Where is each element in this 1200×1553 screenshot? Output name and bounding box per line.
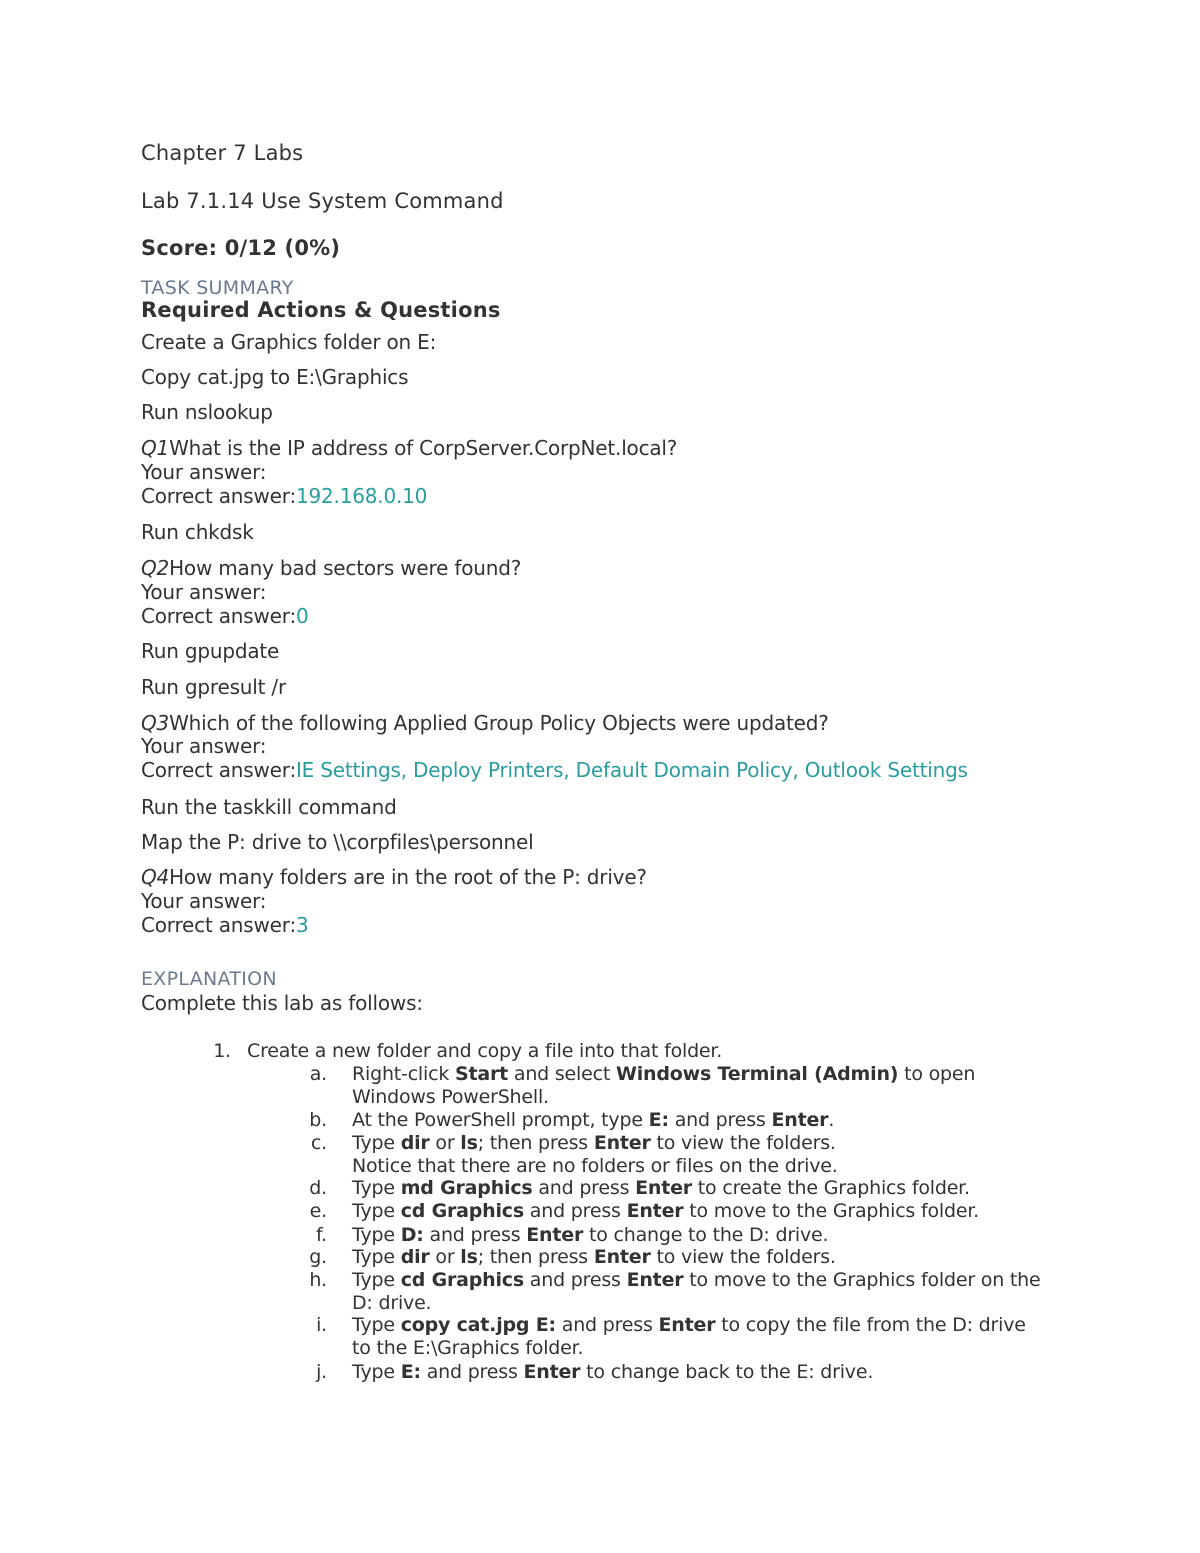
correct-answer-value: 3 <box>295 913 309 937</box>
required-actions-heading: Required Actions & Questions <box>141 298 501 322</box>
substep-letter: i. <box>316 1314 327 1336</box>
substep-text <box>352 1224 1042 1247</box>
substep-letter: f. <box>316 1224 327 1246</box>
lab-title: Lab 7.1.14 Use System Command <box>141 189 504 213</box>
substep-fragment: and press <box>668 1109 772 1131</box>
question-text: How many bad sectors were found? <box>169 556 522 580</box>
bold-term: cd Graphics <box>400 1269 524 1291</box>
substep-text <box>352 1132 1042 1178</box>
substep-letter: h. <box>309 1269 327 1291</box>
question-text: Which of the following Applied Group Policy Objects were updated? <box>169 711 829 735</box>
correct-answer-line <box>141 913 309 937</box>
substep-fragment: to open Windows PowerShell. <box>352 1063 976 1108</box>
correct-answer-label: Correct answer: <box>141 604 296 628</box>
substep-fragment: to change to the D: drive. <box>583 1224 829 1246</box>
substep-text <box>352 1246 1042 1269</box>
action-item: Copy cat.jpg to E:\Graphics <box>141 365 409 389</box>
step-number: 1. <box>213 1040 231 1062</box>
bold-term: Enter <box>658 1314 716 1336</box>
substep-fragment: to view the folders. <box>650 1246 836 1268</box>
substep-text <box>352 1269 1042 1315</box>
action-item: Run gpupdate <box>141 639 280 663</box>
correct-answer-value: 0 <box>295 604 309 628</box>
correct-answer-line <box>141 604 309 628</box>
substep-fragment: Type <box>352 1361 401 1383</box>
substep-text <box>352 1063 1042 1109</box>
bold-term: E: <box>648 1109 669 1131</box>
substep-fragment: to view the folders. <box>650 1132 836 1154</box>
question-id: Q1 <box>141 436 170 460</box>
substep-fragment: Type <box>352 1132 401 1154</box>
substep-fragment: and press <box>420 1361 524 1383</box>
substep-fragment: to move to the Graphics folder. <box>683 1200 980 1222</box>
correct-answer-value: IE Settings, Deploy Printers, Default Domain Policy, Outlook Settings <box>295 758 968 782</box>
question-id: Q2 <box>141 556 170 580</box>
question-line <box>141 436 677 460</box>
correct-answer-label: Correct answer: <box>141 758 296 782</box>
bold-term: dir <box>400 1246 430 1268</box>
substep-fragment: to change back to the E: drive. <box>580 1361 874 1383</box>
substep-letter: b. <box>309 1109 327 1131</box>
substep-note: Notice that there are no folders or files on the drive. <box>352 1155 838 1177</box>
bold-term: dir <box>400 1132 430 1154</box>
bold-term: Enter <box>626 1269 684 1291</box>
substep-letter: a. <box>309 1063 327 1085</box>
substep-fragment: ; then press <box>477 1246 594 1268</box>
substep-fragment: or <box>429 1246 461 1268</box>
correct-answer-line <box>141 758 968 782</box>
question-text: What is the IP address of CorpServer.CorpNet.local? <box>169 436 678 460</box>
action-item: Map the P: drive to \\corpfiles\personnel <box>141 830 534 854</box>
action-item: Run the taskkill command <box>141 795 397 819</box>
bold-term: Enter <box>593 1246 651 1268</box>
explanation-heading: EXPLANATION <box>141 968 277 990</box>
substep-fragment: and select <box>508 1063 616 1085</box>
substep-fragment: Type <box>352 1269 401 1291</box>
step-text: Create a new folder and copy a file into that folder. <box>247 1040 723 1062</box>
bold-term: md Graphics <box>400 1177 533 1199</box>
bold-term: copy cat.jpg E: <box>400 1314 556 1336</box>
question-text: How many folders are in the root of the P: drive? <box>169 865 647 889</box>
substep-fragment: Type <box>352 1314 401 1336</box>
substep-fragment: ; then press <box>477 1132 594 1154</box>
substep-letter: d. <box>309 1177 327 1199</box>
substep-fragment: to create the Graphics folder. <box>691 1177 970 1199</box>
bold-term: D: <box>400 1224 424 1246</box>
bold-term: Enter <box>593 1132 651 1154</box>
question-id: Q4 <box>141 865 170 889</box>
bold-term: E: <box>400 1361 421 1383</box>
substep-text <box>352 1109 1042 1132</box>
substep-fragment: Type <box>352 1200 401 1222</box>
substep-fragment: and press <box>555 1314 659 1336</box>
substep-fragment: to copy the file from the D: drive to the E:\Graphics folder. <box>352 1314 1026 1359</box>
substep-fragment: and press <box>532 1177 636 1199</box>
substep-fragment: Right-click <box>352 1063 455 1085</box>
bold-term: Enter <box>771 1109 829 1131</box>
bold-term: cd Graphics <box>400 1200 524 1222</box>
explanation-intro: Complete this lab as follows: <box>141 991 423 1015</box>
your-answer-label: Your answer: <box>141 580 267 604</box>
your-answer-label: Your answer: <box>141 460 267 484</box>
substep-fragment: At the PowerShell prompt, type <box>352 1109 649 1131</box>
bold-term: Windows Terminal (Admin) <box>615 1063 899 1085</box>
question-line <box>141 711 829 735</box>
action-item: Create a Graphics folder on E: <box>141 330 437 354</box>
correct-answer-label: Correct answer: <box>141 484 296 508</box>
substep-text <box>352 1200 1042 1223</box>
correct-answer-line <box>141 484 427 508</box>
substep-letter: g. <box>309 1246 327 1268</box>
substep-fragment: and press <box>423 1224 527 1246</box>
your-answer-label: Your answer: <box>141 734 267 758</box>
question-id: Q3 <box>141 711 170 735</box>
action-item: Run chkdsk <box>141 520 254 544</box>
substep-fragment: . <box>828 1109 835 1131</box>
substep-text <box>352 1361 1042 1384</box>
task-summary-heading: TASK SUMMARY <box>141 277 294 299</box>
substep-fragment: and press <box>523 1269 627 1291</box>
substep-letter: c. <box>310 1132 327 1154</box>
bold-term: Enter <box>626 1200 684 1222</box>
bold-term: ls <box>460 1246 478 1268</box>
bold-term: Start <box>454 1063 509 1085</box>
bold-term: ls <box>460 1132 478 1154</box>
substep-letter: j. <box>316 1361 327 1383</box>
correct-answer-value: 192.168.0.10 <box>295 484 428 508</box>
bold-term: Enter <box>635 1177 692 1199</box>
bold-term: Enter <box>523 1361 581 1383</box>
action-item: Run gpresult /r <box>141 675 286 699</box>
bold-term: Enter <box>526 1224 584 1246</box>
substep-fragment: and press <box>523 1200 627 1222</box>
action-item: Run nslookup <box>141 400 273 424</box>
question-line <box>141 556 521 580</box>
your-answer-label: Your answer: <box>141 889 267 913</box>
score-line: Score: 0/12 (0%) <box>141 236 341 260</box>
substep-fragment: Type <box>352 1177 401 1199</box>
substep-fragment: or <box>429 1132 461 1154</box>
correct-answer-label: Correct answer: <box>141 913 296 937</box>
chapter-title: Chapter 7 Labs <box>141 141 304 165</box>
question-line <box>141 865 647 889</box>
substep-fragment: to move to the Graphics folder on the D: drive. <box>352 1269 1041 1314</box>
substep-fragment: Type <box>352 1246 401 1268</box>
substep-text <box>352 1314 1042 1360</box>
substep-text <box>352 1177 1042 1200</box>
substep-fragment: Type <box>352 1224 401 1246</box>
substep-letter: e. <box>309 1200 327 1222</box>
